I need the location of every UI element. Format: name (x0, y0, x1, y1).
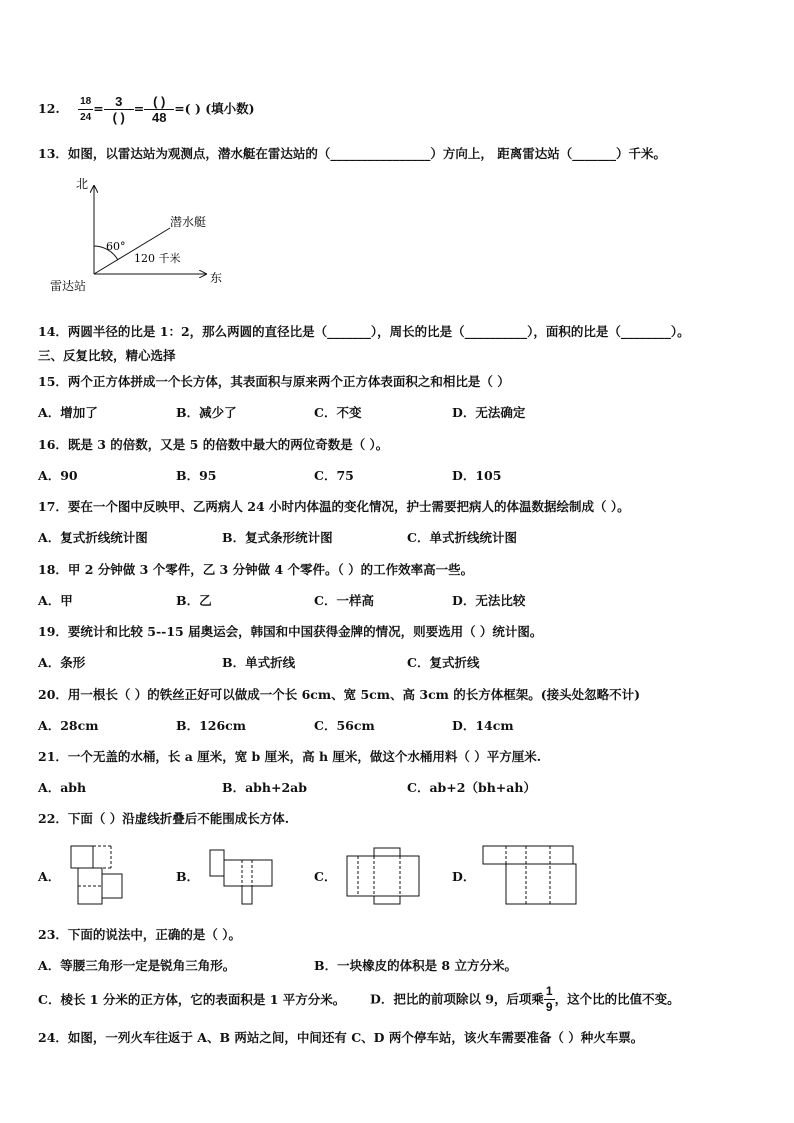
option-a[interactable]: A． (38, 869, 61, 884)
option-c[interactable]: C．复式折线 (407, 655, 480, 670)
question-20: 20．用一根长（ ）的铁丝正好可以做成一个长 6cm、宽 5cm、高 3cm 的长方体框架。(接头处忽略不计) (38, 687, 641, 702)
net-figure-d (480, 844, 580, 908)
question-18: 18．甲 2 分钟做 3 个零件，乙 3 分钟做 4 个零件。（ ）的工作效率高一些。 (38, 562, 474, 577)
option-a[interactable]: A．90 (38, 468, 78, 483)
option-d[interactable]: D．14cm (452, 718, 514, 733)
fraction-numerator: 1 (545, 984, 553, 998)
fraction-blank-48 (144, 94, 174, 125)
net-figure-a (68, 844, 128, 906)
question-13: 13．如图，以雷达站为观测点，潜水艇在雷达站的（________________）方向上， 距离雷达站（_______）千米。 (38, 146, 666, 161)
option-a[interactable]: A．复式折线统计图 (38, 530, 148, 545)
question-23: 23．下面的说法中，正确的是（ ）。 (38, 927, 241, 942)
option-b[interactable]: B．126cm (176, 718, 246, 733)
option-c[interactable]: C．单式折线统计图 (407, 530, 517, 545)
question-24: 24．如图，一列火车往返于 A、B 两站之间，中间还有 C、D 两个停车站，该火车需要准备（ ）种火车票。 (38, 1030, 644, 1045)
option-d[interactable]: D．无法确定 (452, 405, 526, 420)
option-d-text-tail: ，这个比的比值不变。 (554, 991, 680, 1007)
north-label: 北 (75, 177, 88, 191)
option-c[interactable]: C．棱长 1 分米的正方体，它的表面积是 1 平方分米。 (38, 992, 346, 1007)
fraction-18-24 (78, 94, 93, 125)
question-21: 21．一个无盖的水桶，长 a 厘米，宽 b 厘米，高 h 厘米，做这个水桶用料（ ）平方厘米. (38, 749, 542, 764)
option-b[interactable]: B．单式折线 (222, 655, 296, 670)
decimal-blank: =( ) (填小数) (174, 101, 255, 116)
net-figure-b (206, 844, 276, 906)
section-heading: 三、反复比较，精心选择 (38, 348, 176, 363)
option-a[interactable]: A．甲 (38, 593, 73, 608)
question-22: 22．下面（ ）沿虚线折叠后不能围成长方体. (38, 811, 290, 826)
fraction-1-9 (544, 984, 555, 1015)
fraction-denominator-blank: ( ) (112, 110, 125, 125)
question-16: 16．既是 3 的倍数，又是 5 的倍数中最大的两位奇数是（ ）。 (38, 437, 389, 452)
option-c[interactable]: C．75 (314, 468, 354, 483)
net-figure-c (344, 844, 424, 906)
option-c[interactable]: C．ab+2（bh+ah） (407, 780, 536, 795)
equals-sign: = (93, 101, 104, 116)
option-d[interactable]: D．无法比较 (452, 593, 526, 608)
question-19: 19．要统计和比较 5--15 届奥运会，韩国和中国获得金牌的情况，则要选用（ ）统计图。 (38, 624, 543, 639)
option-c[interactable]: C． (314, 869, 337, 884)
angle-label: 60° (106, 240, 126, 253)
question-17: 17．要在一个图中反映甲、乙两病人 24 小时内体温的变化情况，护士需要把病人的体温数据绘制成（ ）。 (38, 499, 630, 514)
distance-label: 120 千米 (134, 252, 181, 265)
equals-sign: = (133, 101, 145, 116)
option-b[interactable]: B．减少了 (176, 405, 237, 420)
fraction-3-blank (104, 94, 134, 125)
radar-diagram (46, 172, 246, 302)
fraction-denominator: 48 (151, 110, 167, 125)
option-c[interactable]: C．一样高 (314, 593, 374, 608)
fraction-denominator: 9 (545, 1000, 553, 1014)
option-d-text: D．把比的前项除以 9，后项乘 (370, 991, 544, 1007)
fraction-numerator: 18 (78, 94, 93, 110)
option-b[interactable]: B．一块橡皮的体积是 8 立方分米。 (314, 958, 517, 973)
option-b[interactable]: B．复式条形统计图 (222, 530, 333, 545)
option-a[interactable]: A．abh (38, 780, 87, 795)
option-d[interactable] (370, 984, 680, 1015)
option-a[interactable]: A．增加了 (38, 405, 98, 420)
question-14: 14．两圆半径的比是 1：2，那么两圆的直径比是（_______），周长的比是（__________），面积的比是（________）。 (38, 324, 690, 339)
option-c[interactable]: C．不变 (314, 405, 362, 420)
option-d[interactable]: D．105 (452, 468, 502, 483)
option-b[interactable]: B．abh+2ab (222, 780, 308, 795)
option-b[interactable]: B． (176, 869, 200, 884)
option-a[interactable]: A．28cm (38, 718, 99, 733)
fraction-numerator: 3 (104, 94, 134, 110)
question-15: 15．两个正方体拼成一个长方体，其表面积与原来两个正方体表面积之和相比是（ ） (38, 374, 510, 389)
origin-label: 雷达站 (50, 279, 87, 293)
option-a[interactable]: A．条形 (38, 655, 86, 670)
option-c[interactable]: C．56cm (314, 718, 375, 733)
fraction-numerator-blank: ( ) (144, 94, 174, 110)
question-number: 12. (38, 101, 60, 116)
fraction-denominator: 24 (80, 112, 92, 123)
option-b[interactable]: B．95 (176, 468, 217, 483)
option-d[interactable]: D． (452, 869, 476, 884)
option-b[interactable]: B．乙 (176, 593, 212, 608)
option-a[interactable]: A．等腰三角形一定是锐角三角形。 (38, 958, 236, 973)
question-12 (38, 94, 255, 125)
east-label: 东 (210, 271, 223, 285)
target-label: 潜水艇 (170, 215, 207, 229)
